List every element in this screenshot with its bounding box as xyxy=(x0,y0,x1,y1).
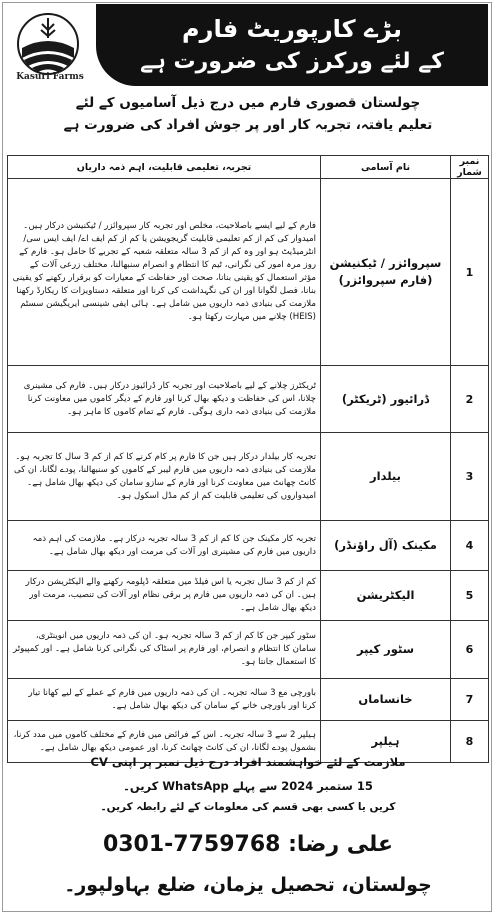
row-title: الیکٹریشن xyxy=(321,571,451,621)
row-desc: تجربہ کار مکینک جن کا کم از کم 3 سالہ تجربہ درکار ہے۔ ملازمت کی اہم ذمہ داریوں میں فارم کی مشینری اور آلات کی مرمت اور دیکھ بھال شامل ہے۔ xyxy=(8,521,321,571)
footer-line-2: 15 ستمبر 2024 سے پہلے WhatsApp کریں۔ xyxy=(123,779,373,793)
header-title: نام آسامی xyxy=(321,156,451,179)
row-desc: فارم کے لیے ایسے باصلاحیت، مخلص اور تجربہ کار سپروائزر / ٹیکنیشن درکار ہیں۔ امیدوار کی کم از کم تعلیمی قابلیت گریجویشن یا کم از کم ایف اے/ ایف ایس سی/ انٹرمیڈیٹ ہو اور وہ کم از کم 3 سالہ متعلقہ شعبہ کے تجربے کا حامل ہو۔ فارم کے روز مرہ امور کی نگرانی، ٹیم کا انتظام و انصرام سنبھالنا، مختلف زرعی آلات کے مؤثر استعمال کو یقینی بنانا، صحت اور حفاظت کے معیارات کو برقرار رکھنے کو یقینی بنانا، فصل لگوانا اور ان کی نگہداشت کی کرنا اور متعلقہ دستاویزات کا ریکارڈ رکھنا ملازمت کی بنیادی ذمہ داریوں میں شامل ہے۔ ہائی ایفی شینسی ایریگیشن سسٹم (HEIS) چلانے میں مہارت رکھتا ہو۔ xyxy=(8,179,321,366)
table-row xyxy=(8,433,489,521)
row-title: خانساماں xyxy=(321,679,451,721)
banner-title: بڑے کارپوریٹ فارم xyxy=(182,15,402,43)
row-title: مکینک (آل راؤنڈر) xyxy=(321,521,451,571)
row-desc: ٹریکٹرز چلانے کے لیے باصلاحیت اور تجربہ کار ڈرائیوز درکار ہیں۔ فارم کی مشینری چلانا، اس کی حفاظت و دیکھ بھال کرنا اور فارم کے دیگر کاموں میں معاونت کرنا ملازمت کی بنیادی ذمہ داری ہوگی۔ فارم کے تمام کاموں کا ماہر ہو۔ xyxy=(8,366,321,433)
row-title: بیلدار xyxy=(321,433,451,521)
row-num: 6 xyxy=(451,621,489,679)
table-row xyxy=(8,179,489,366)
row-num: 4 xyxy=(451,521,489,571)
row-num: 5 xyxy=(451,571,489,621)
table-header-row xyxy=(8,156,489,179)
header-desc: تجربہ، تعلیمی قابلیت، اہم ذمہ داریاں xyxy=(8,156,321,179)
row-desc: کم از کم 3 سال تجربہ یا اس فیلڈ میں متعلقہ ڈپلومہ رکھنے والے الیکٹریشن درکار ہیں۔ ان کی ذمہ داریوں میں فارم پر برقی نظام اور آلات کی تنصیب، مرمت اور دیکھ بھال شامل ہے۔ xyxy=(8,571,321,621)
contact-phone xyxy=(40,832,456,857)
row-num: 1 xyxy=(451,179,489,366)
vacancies-table xyxy=(7,155,489,763)
row-desc: تجربہ کار بیلدار درکار ہیں جن کا فارم پر کام کرنے کا کم از کم 3 سال کا تجربہ ہو۔ ملازمت کی بنیادی ذمہ داریوں میں فارم لیبر کے کاموں کو سنبھالنا، پودے لگانا، ان کی کانٹ چھانٹ میں معاونت کرنا اور فارم کے سازو سامان کی دیکھ بھال شامل ہے۔ امیدواروں کی تعلیمی قابلیت کم از کم مڈل اسکول ہو۔ xyxy=(8,433,321,521)
row-desc: سٹور کیپر جن کا کم از کم 3 سالہ تجربہ ہو۔ ان کی ذمہ داریوں میں انوینٹری، سامان کا انتظام و انصرام، اور فارم پر اسٹاک کی نگرانی کرنا شامل ہے۔ اور کمپیوٹر کا استعمال جانتا ہو۔ xyxy=(8,621,321,679)
banner-subtitle: کے لئے ورکرز کی ضرورت ہے xyxy=(140,49,444,74)
address: چولستان، تحصیل یزمان، ضلع بہاولپور۔ xyxy=(64,874,432,896)
logo-text: Kasuri Farms xyxy=(16,72,84,82)
footer-line-1: ملازمت کے لئے خواہشمند افراد درج ذیل نمبر پر اپنی CV xyxy=(90,755,406,769)
header-num: نمبر شمار xyxy=(451,156,489,179)
row-title: ہیلپر xyxy=(321,721,451,763)
row-num: 2 xyxy=(451,366,489,433)
intro-line-1: چولستان قصوری فارم میں درج ذیل آسامیوں کے لئے xyxy=(75,95,421,111)
row-title: سٹور کیپر xyxy=(321,621,451,679)
footer-line-3: کریں یا کسی بھی قسم کی معلومات کے لئے رابطہ کریں۔ xyxy=(100,801,396,813)
table-row xyxy=(8,571,489,621)
phone-number: 0301-7759768 xyxy=(102,832,281,857)
row-num: 3 xyxy=(451,433,489,521)
row-num: 7 xyxy=(451,679,489,721)
table-row xyxy=(8,679,489,721)
table-row xyxy=(8,521,489,571)
row-desc: باورچی مع 3 سالہ تجربہ۔ ان کی ذمہ داریوں میں فارم کے عملے کے لیے کھانا تیار کرنا اور باورچی خانے کے سامان کی دیکھ بھال شامل ہے۔ xyxy=(8,679,321,721)
header-banner xyxy=(96,4,488,86)
row-title: ڈرائیور (ٹریکٹر) xyxy=(321,366,451,433)
row-title: سپروائزر / ٹیکنیشن (فارم سپروائزر) xyxy=(321,179,451,366)
table-row xyxy=(8,621,489,679)
intro-line-2: تعلیم یافتہ، تجربہ کار اور پر جوش افراد کی ضرورت ہے xyxy=(63,117,433,133)
row-desc: ہیلپر 2 سے 3 سالہ تجربہ۔ اس کے فرائض میں فارم کے مختلف کاموں میں مدد کرنا، بشمول پودے لگانا، ان کی کانٹ چھانٹ کرنا، اور عمومی دیکھ بھال شامل ہے۔ xyxy=(8,721,321,763)
contact-name: علی رضا: xyxy=(288,832,394,857)
table-row xyxy=(8,366,489,433)
intro-text xyxy=(20,92,476,136)
row-num: 8 xyxy=(451,721,489,763)
